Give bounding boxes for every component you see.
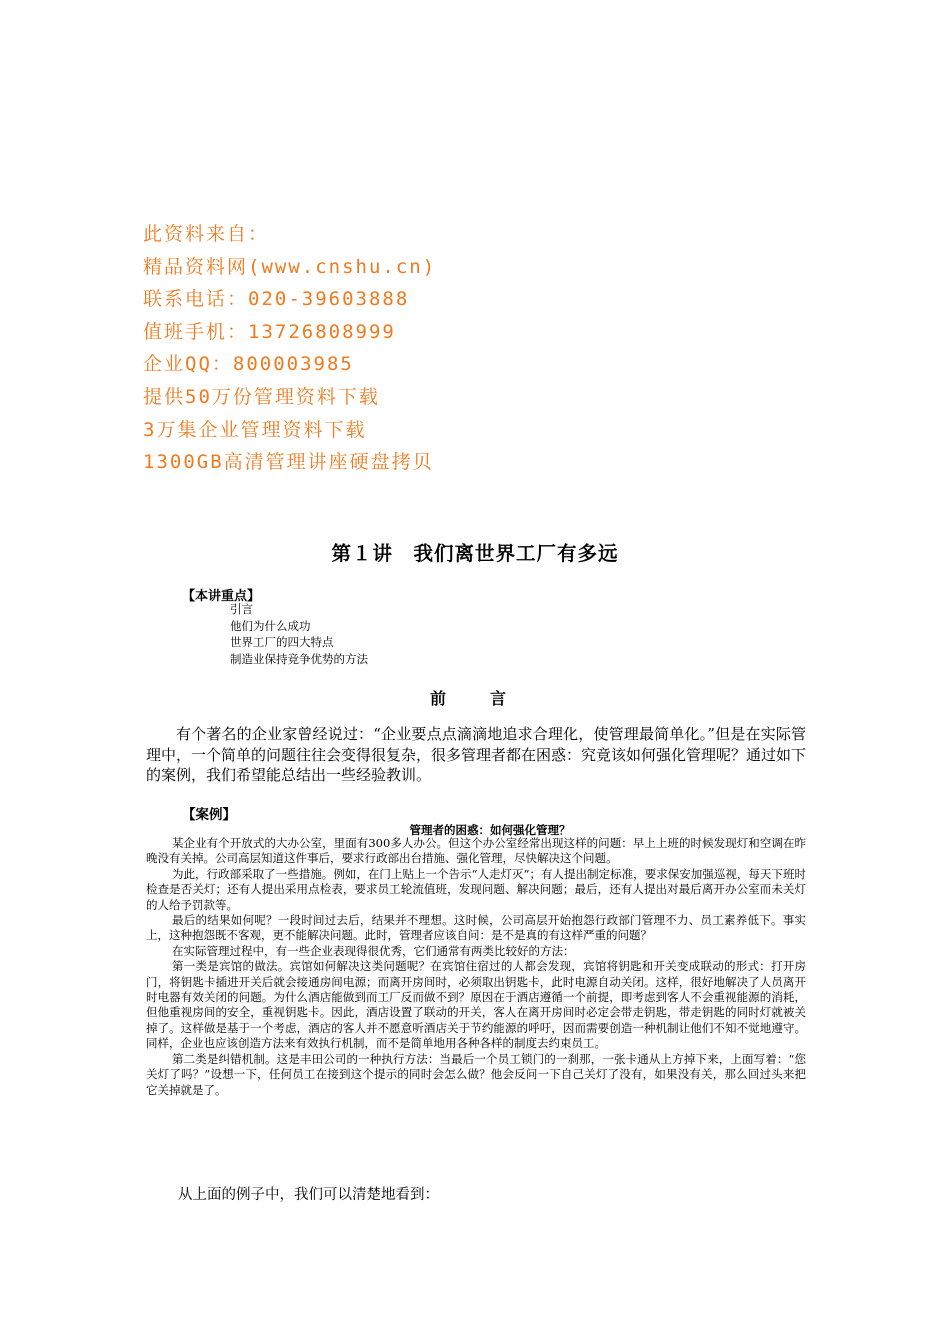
source-ad-block [143, 218, 436, 479]
key-point-item: 引言 [230, 602, 253, 616]
ad-line-phone: 联系电话：020-39603888 [143, 288, 410, 311]
preface-paragraph: 有个著名的企业家曾经说过：“企业要点点滴滴地追求合理化，使管理最简单化。”但是在实际管理中，一个简单的问题往往会变得很复杂，很多管理者都在困惑：究竟该如何强化管理呢？通过如下的案例，我们希望能总结出一些经验教训。 [146, 725, 807, 784]
ad-line-offer-3: 1300GB高清管理讲座硬盘拷贝 [143, 451, 434, 474]
key-point-item: 世界工厂的四大特点 [230, 635, 334, 649]
case-paragraph: 最后的结果如何呢？一段时间过去后，结果并不理想。这时候，公司高层开始抱怨行政部门管理不力、员工素养低下。事实上，这种抱怨既不客观，更不能解决问题。此时，管理者应该自问：是不是真的有这样严重的问题？ [146, 913, 806, 943]
key-point-item: 制造业保持竞争优势的方法 [230, 651, 368, 666]
key-point-item: 他们为什么成功 [230, 618, 311, 633]
case-paragraph: 第一类是宾馆的做法。宾馆如何解决这类问题呢？在宾馆住宿过的人都会发现，宾馆将钥匙和开关变成联动的形式：打开房门，将钥匙卡插进开关后就会接通房间电源；而离开房间时，必须取出钥匙卡，此时电源自动关闭。这样，很好地解决了人员离开时电器有效关闭的问题。为什么酒店能做到而工厂反而做不到？原因在于酒店遵循一个前提，即考虑到客人不会重视能源的消耗，但他重视房间的安全，重视钥匙卡。因此，酒店设置了联动的开关，客人在离开房间时必定会带走钥匙，带走钥匙的同时灯就被关掉了。这样做是基于一个考虑，酒店的客人并不愿意听酒店关于节约能源的呼吁，因而需要创造一种机制让他们不知不觉地遵守。同样，企业也应该创造方法来有效执行机制，而不是简单地用各种各样的制度去约束员工。 [146, 959, 806, 1051]
ad-line-offer-1: 提供50万份管理资料下载 [143, 385, 380, 408]
key-points-list [230, 601, 368, 667]
ad-line-qq: 企业QQ：800003985 [143, 353, 354, 376]
ad-line-source: 此资料来自： [143, 223, 270, 245]
ad-line-mobile: 值班手机：13726808999 [143, 320, 396, 343]
case-heading: 【案例】 [182, 807, 236, 823]
case-paragraph: 第二类是纠错机制。这是丰田公司的一种执行方法：当最后一个员工锁门的一刹那，一张卡通从上方掉下来，上面写着：“您关灯了吗？”设想一下，任何员工在接到这个提示的同时会怎么做？他会反问一下自己关灯了没有，如果没有关，那么回过头来把它关掉就是了。 [146, 1051, 806, 1097]
case-paragraph: 在实际管理过程中，有一些企业表现得很优秀，它们通常有两类比较好的方法： [172, 943, 575, 958]
lecture-title: 第１讲 我们离世界工厂有多远 [331, 542, 619, 565]
case-paragraph: 某企业有个开放式的大办公室，里面有300多人办公。但这个办公室经常出现这样的问题：早上上班的时候发现灯和空调在昨晚没有关掉。公司高层知道这件事后，要求行政部出台措施、强化管理，尽快解决这个问题。 [146, 836, 806, 866]
case-title: 管理者的困惑：如何强化管理？ [409, 823, 571, 837]
case-paragraph: 为此，行政部采取了一些措施。例如，在门上贴上一个告示“人走灯灭”；有人提出制定标准，要求保安加强巡视，每天下班时检查是否关灯；还有人提出采用点检表，要求员工轮流值班，发现问题、解决问题；最后，还有人提出对最后离开办公室而未关灯的人给予罚款等。 [146, 866, 806, 912]
case-body [146, 836, 806, 1098]
preface-heading: 前 言 [429, 689, 520, 708]
closing-line: 从上面的例子中，我们可以清楚地看到： [178, 1187, 439, 1203]
key-points-heading: 【本讲重点】 [182, 589, 261, 604]
ad-line-offer-2: 3万集企业管理资料下载 [143, 418, 367, 441]
ad-line-website: 精品资料网(www.cnshu.cn) [143, 255, 437, 278]
